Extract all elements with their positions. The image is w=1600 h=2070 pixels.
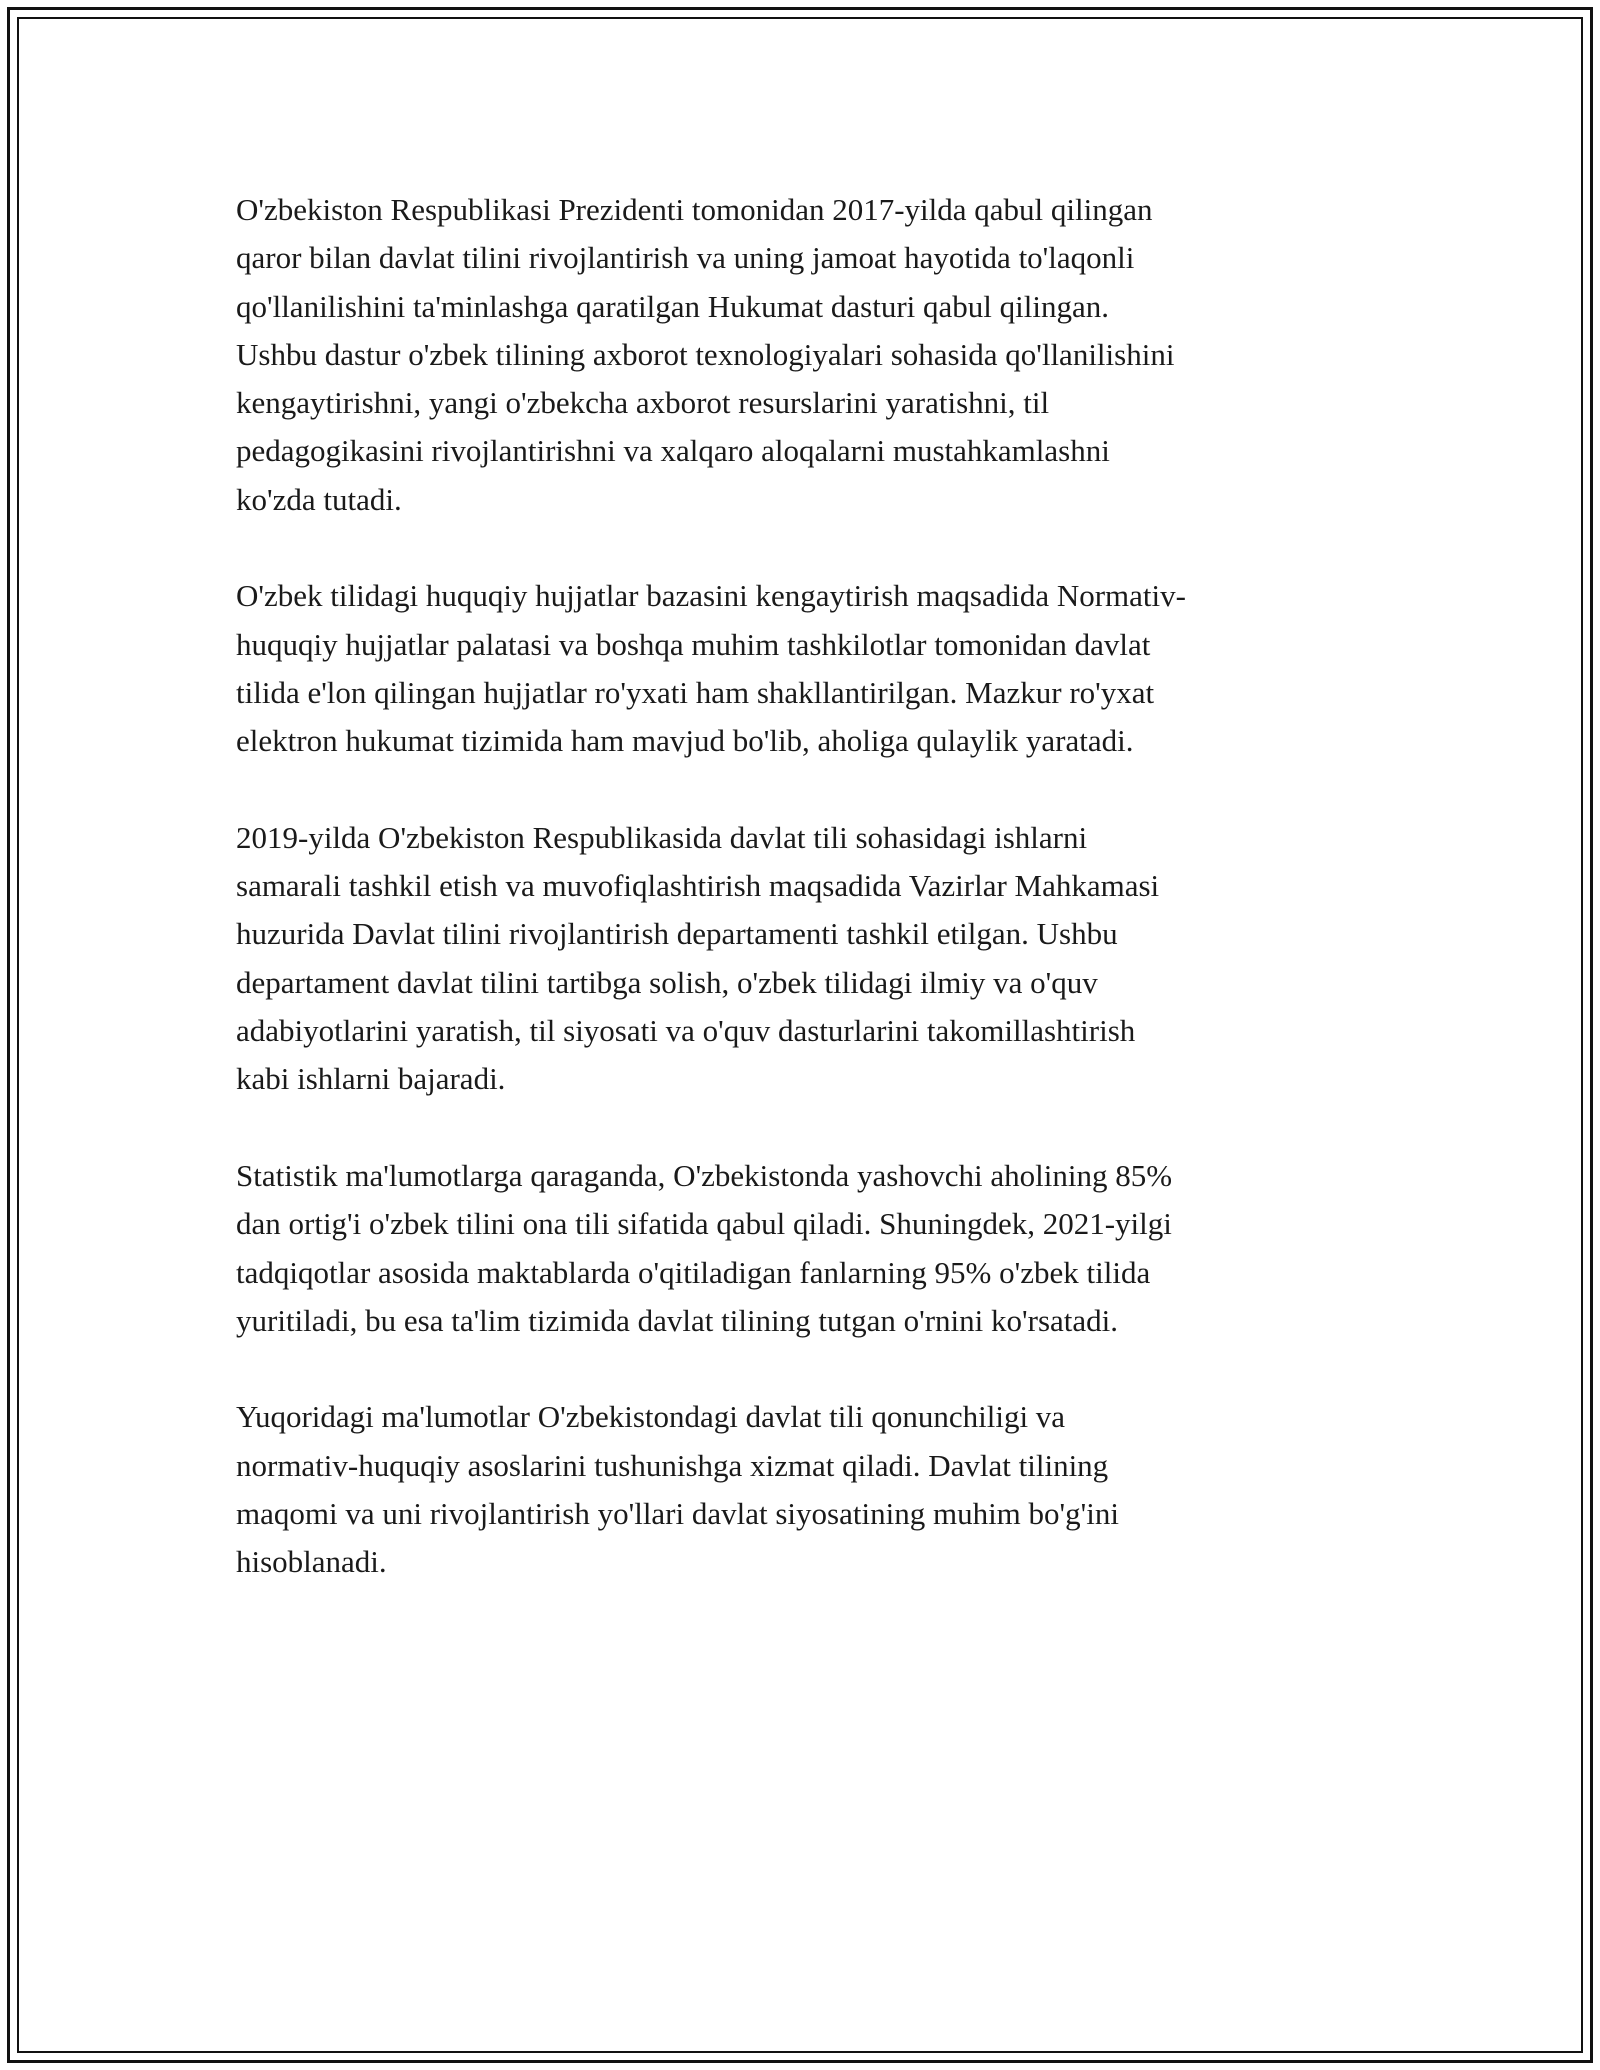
text-line: qo'llanilishini ta'minlashga qaratilgan Hukumat dasturi qabul qilingan. (236, 288, 1109, 324)
text-line: samarali tashkil etish va muvofiqlashtirish maqsadida Vazirlar Mahkamasi (236, 868, 1160, 904)
text-line: yuritiladi, bu esa ta'lim tizimida davlat tilining tutgan o'rnini ko'rsatadi. (236, 1302, 1119, 1338)
text-line: hisoblanadi. (236, 1544, 387, 1580)
text-line: maqomi va uni rivojlantirish yo'llari davlat siyosatining muhim bo'g'ini (236, 1496, 1119, 1532)
text-line: huzurida Davlat tilini rivojlantirish departamenti tashkil etilgan. Ushbu (236, 916, 1118, 952)
text-line: O'zbekiston Respublikasi Prezidenti tomonidan 2017-yilda qabul qilingan (236, 192, 1153, 227)
text-line: kengaytirishni, yangi o'zbekcha axborot resurslarini yaratishni, til (236, 385, 1050, 421)
text-line: tadqiqotlar asosida maktablarda o'qitiladigan fanlarning 95% o'zbek tilida (236, 1254, 1151, 1290)
text-line: qaror bilan davlat tilini rivojlantirish va uning jamoat hayotida to'laqonli (236, 240, 1135, 276)
paragraph-4 (236, 1152, 1366, 1345)
text-line: elektron hukumat tizimida ham mavjud bo'lib, aholiga qulaylik yaratadi. (236, 723, 1134, 759)
text-line: pedagogikasini rivojlantirishni va xalqaro aloqalarni mustahkamlashni (236, 433, 1110, 469)
text-line: 2019-yilda O'zbekiston Respublikasida davlat tili sohasidagi ishlarni (236, 819, 1088, 855)
text-line: Statistik ma'lumotlarga qaraganda, O'zbekistonda yashovchi aholining 85% (236, 1157, 1173, 1193)
paragraph-5 (236, 1393, 1366, 1586)
text-line: departament davlat tilini tartibga solish, o'zbek tilidagi ilmiy va o'quv (236, 964, 1098, 1000)
text-line: kabi ishlarni bajaradi. (236, 1061, 506, 1097)
paragraph-2 (236, 572, 1366, 765)
text-line: tilida e'lon qilingan hujjatlar ro'yxati ham shakllantirilgan. Mazkur ro'yxat (236, 674, 1155, 710)
paragraph-1 (236, 186, 1366, 524)
text-line: adabiyotlarini yaratish, til siyosati va o'quv dasturlarini takomillashtirish (236, 1013, 1136, 1049)
document-body (236, 186, 1366, 1635)
text-line: huquqiy hujjatlar palatasi va boshqa muhim tashkilotlar tomonidan davlat (236, 626, 1151, 662)
text-line: Yuqoridagi ma'lumotlar O'zbekistondagi davlat tili qonunchiligi va (236, 1399, 1066, 1435)
text-line: normativ-huquqiy asoslarini tushunishga xizmat qiladi. Davlat tilining (236, 1447, 1109, 1483)
text-line: Ushbu dastur o'zbek tilining axborot texnologiyalari sohasida qo'llanilishini (236, 336, 1175, 372)
text-line: dan ortig'i o'zbek tilini ona tili sifatida qabul qiladi. Shuningdek, 2021-yilgi (236, 1206, 1172, 1242)
paragraph-3 (236, 814, 1366, 1104)
text-line: ko'zda tutadi. (236, 481, 402, 517)
text-line: O'zbek tilidagi huquqiy hujjatlar bazasini kengaytirish maqsadida Normativ- (236, 578, 1186, 614)
